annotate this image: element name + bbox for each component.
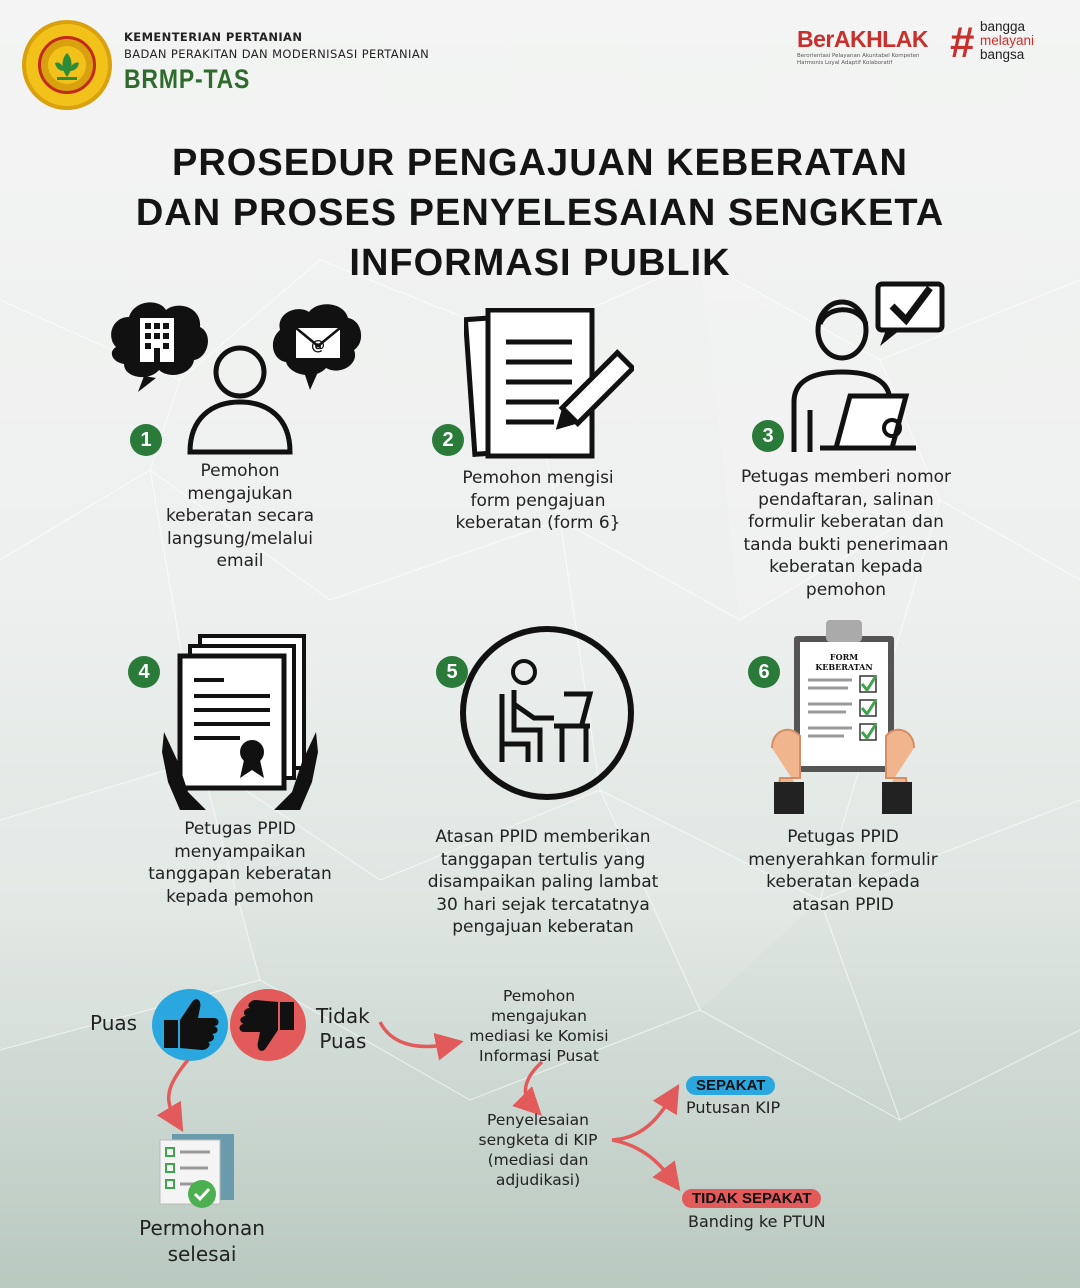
selesai-label	[112, 1215, 292, 1267]
step-2-line: keberatan (form 6}	[455, 513, 621, 533]
step-5-badge: 5	[436, 656, 468, 688]
penyelesaian-line: sengketa di KIP	[478, 1131, 598, 1149]
step-4-line: menyampaikan	[174, 841, 306, 862]
step-3-line: pendaftaran, salinan	[758, 489, 934, 510]
arrow-to-penyelesaian	[525, 1062, 542, 1106]
step-3-line: Petugas memberi nomor	[740, 467, 952, 487]
arrow-to-mediasi	[380, 1022, 450, 1046]
penyelesaian-line: Penyelesaian	[487, 1111, 589, 1129]
banding-text: Banding ke PTUN	[688, 1212, 826, 1231]
tidak-puas-line: Tidak	[316, 1004, 370, 1028]
step-1-line: langsung/melalui	[166, 528, 313, 549]
step-1-line: email	[216, 551, 264, 571]
step-3-badge: 3	[752, 420, 784, 452]
step-2-line: form pengajuan	[470, 490, 606, 511]
step-5-line: 30 hari sejak tercatatnya	[436, 894, 650, 915]
bangga-word-1: bangga	[980, 19, 1026, 34]
selesai-line: selesai	[167, 1242, 237, 1266]
form-label-2: KEBERATAN	[815, 662, 873, 672]
step-4-line: kepada pemohon	[166, 886, 314, 907]
step-4-badge: 4	[128, 656, 160, 688]
mediasi-line: Informasi Pusat	[479, 1047, 599, 1065]
putusan-text: Putusan KIP	[686, 1098, 781, 1117]
sepakat-badge: SEPAKAT	[686, 1076, 775, 1095]
step-3-line: pemohon	[805, 579, 887, 600]
tidak-sepakat-badge: TIDAK SEPAKAT	[682, 1189, 821, 1208]
step-6-badge: 6	[748, 656, 780, 688]
step-1-line: keberatan secara	[165, 506, 315, 526]
step-5-line: pengajuan keberatan	[452, 917, 634, 937]
step-5-line: Atasan PPID memberikan	[435, 827, 651, 847]
selesai-line: Permohonan	[139, 1216, 265, 1240]
form-label-1: FORM	[829, 652, 859, 662]
svg-text:@: @	[311, 338, 325, 354]
mediasi-line: Pemohon	[502, 987, 576, 1005]
tidak-puas-line: Puas	[319, 1029, 367, 1053]
puas-label: Puas	[90, 1011, 138, 1035]
arrow-to-sepakat	[612, 1096, 672, 1140]
step-1-line: mengajukan	[187, 483, 293, 504]
checklist-done-icon	[150, 1130, 240, 1212]
arrow-to-selesai	[169, 1060, 188, 1120]
step-6-line: Petugas PPID	[787, 827, 899, 847]
arrow-to-tidak-sepakat	[612, 1140, 672, 1180]
step-6-line: menyerahkan formulir	[748, 849, 938, 870]
mediasi-line: mengajukan	[491, 1007, 587, 1025]
mediasi-text	[452, 986, 626, 1066]
berakhlak-tagline: Berorientasi Pelayanan Akuntabel Kompeten Harmonis Loyal Adaptif Kolaboratif	[797, 53, 920, 66]
step-3-line: formulir keberatan dan	[748, 512, 944, 532]
hashtag-icon: #	[950, 18, 975, 67]
ministry-name: KEMENTERIAN PERTANIAN	[124, 30, 303, 44]
step-5-line: disampaikan paling lambat	[427, 872, 659, 892]
penyelesaian-text	[458, 1110, 618, 1190]
step-1-line: Pemohon	[200, 461, 280, 481]
penyelesaian-line: adjudikasi)	[495, 1171, 581, 1189]
step-3-line: keberatan kepada	[769, 557, 923, 577]
title-line-2: DAN PROSES PENYELESAIAN SENGKETA	[135, 192, 945, 234]
step-3-line: tanda bukti penerimaan	[743, 534, 949, 555]
penyelesaian-line: (mediasi dan	[487, 1151, 589, 1169]
step-2-line: Pemohon mengisi	[462, 468, 614, 488]
step-5-line: tanggapan tertulis yang	[440, 849, 646, 870]
title-line-1: PROSEDUR PENGAJUAN KEBERATAN	[172, 142, 908, 184]
step-6-line: atasan PPID	[792, 894, 894, 915]
step-4-line: tanggapan keberatan	[148, 864, 332, 884]
berakhlak-word: BerAKHLAK	[797, 26, 928, 52]
mediasi-line: mediasi ke Komisi	[469, 1027, 609, 1045]
title-line-3: INFORMASI PUBLIK	[349, 242, 731, 284]
unit-name: BRMP-TAS	[124, 64, 251, 94]
step-6-line: keberatan kepada	[766, 872, 920, 892]
agency-name: BADAN PERAKITAN DAN MODERNISASI PERTANIAN	[124, 47, 430, 61]
step-2-badge: 2	[432, 424, 464, 456]
step-1-badge: 1	[130, 424, 162, 456]
bangga-word-3: bangsa	[980, 47, 1025, 62]
bangga-word-2: melayani	[980, 33, 1035, 48]
step-4-line: Petugas PPID	[184, 819, 296, 839]
